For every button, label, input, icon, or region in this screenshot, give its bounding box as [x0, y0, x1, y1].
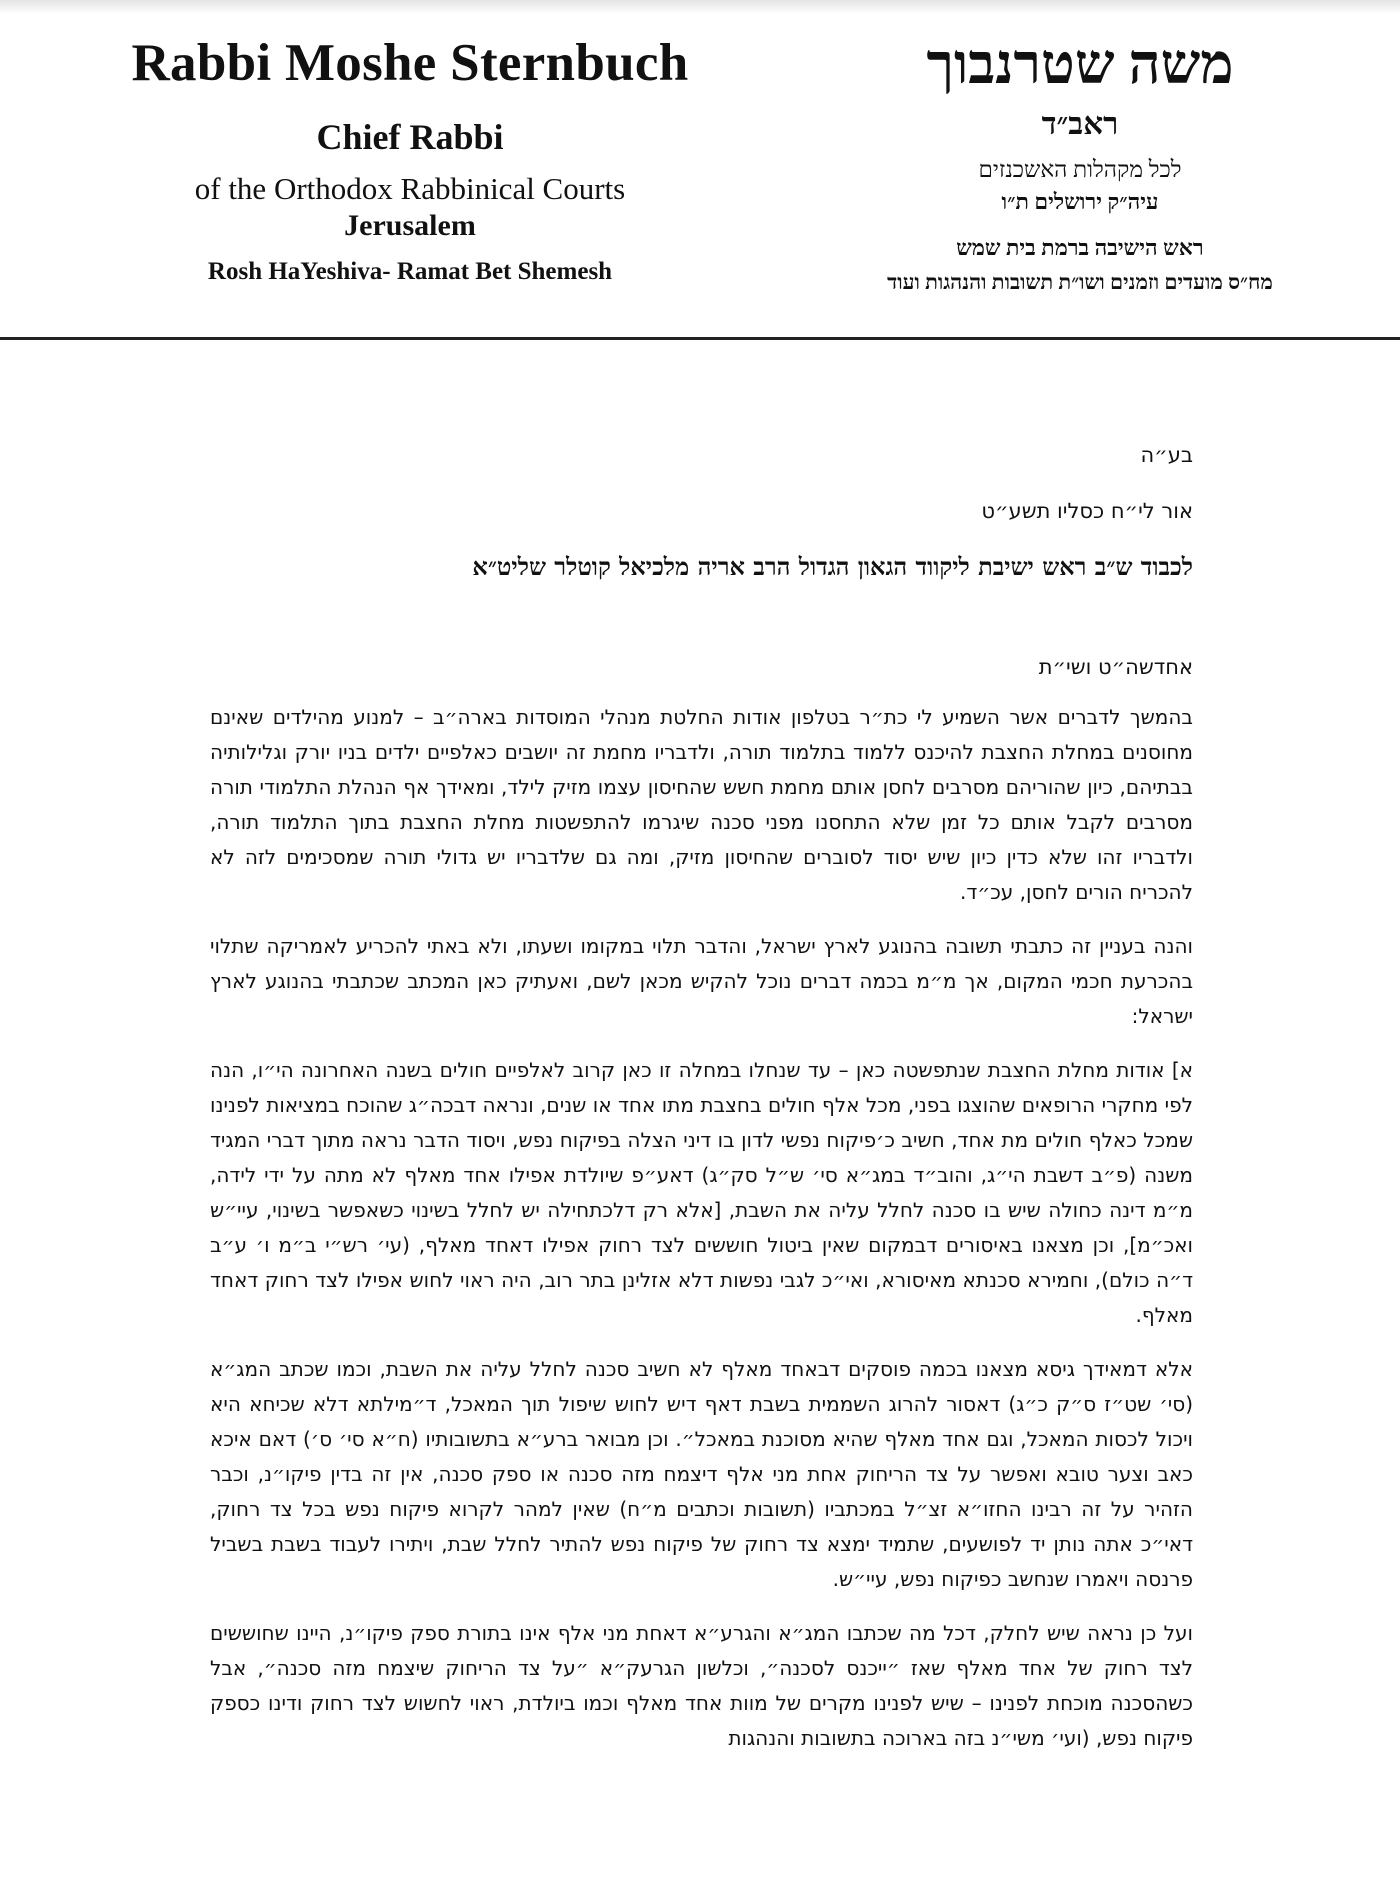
- letter-beh: בע״ה: [1140, 443, 1193, 467]
- letterhead-hebrew-line-2: עיה״ק ירושלים ת״ו: [1001, 189, 1159, 214]
- letter-paragraph: א] אודות מחלת החצבת שנתפשטה כאן – עד שנחלו במחלה זו כאן קרוב לאלפיים חולים בשנה האחרונה הי״ו, הנה לפי מחקרי הרופאים שהוצגו בפני, מכל אלף חולים בחצבת מתו אחד או שנים, ונראה דבכה״ג שהוכח במציאות לפנינו שמכל כאלף חולים מת אחד, חשיב כ׳פיקוח נפשי לדון בו דיני הצלה בפיקוח נפש, ויסוד הדבר נראה מתוך דברי המגיד משנה (פ״ב דשבת הי״ג, והוב״ד במג״א סי׳ ש״ל סק״ג) דאע״פ שיולדת אפילו אחד מאלף לא מתה על ידי לידה, מ״מ דינה כחולה שיש בו סכנה לחלל עליה את השבת, [אלא רק דלכתחילה יש לחלל בשינוי כשאפשר בשינוי, עיי״ש ואכ״מ], וכן מצאנו באיסורים דבמקום שאין ביטול חוששים לצד רחוק אפילו דאחד מאלף, (עי׳ רש״י ב״מ ו׳ ע״ב ד״ה כולם), וחמירא סכנתא מאיסורא, ואי״כ לגבי נפשות דלא אזלינן בתר רוב, היה ראוי לחוש אפילו לצד רחוק דאחד מאלף.: [210, 1058, 1193, 1327]
- letter-paragraph: בהמשך לדברים אשר השמיע לי כת״ר בטלפון אודות החלטת מנהלי המוסדות בארה״ב – למנוע מהילדים שאינם מחוסנים במחלת החצבת להיכנס ללמוד בתלמוד תורה, ולדבריו מחמת זה יושבים כאלפיים ילדים בניו יורק וגלילותיה בבתיהם, כיון שהוריהם מסרבים לחסן אותם מחמת חשש שהחיסון עצמו מזיק לילד, ומאידך אף הנהלת התלמודי תורה מסרבים לקבל אותם כל זמן שלא התחסנו מפני סכנה שיגרמו להתפשטות מחלת החצבת בתוך התלמוד תורה, ולדבריו זהו שלא כדין כיון שיש יסוד לסוברים שהחיסון מזיק, ומה גם שלדבריו יש גדולי תורה שמסכימים לזה לא להכריח הורים לחסן, עכ״ד.: [210, 705, 1193, 904]
- letter-paragraph: ועל כן נראה שיש לחלק, דכל מה שכתבו המג״א והגרע״א דאחת מני אלף אינו בתורת ספק פיקו״נ, היינו שחוששים לצד רחוק של אחד מאלף שאז ״ייכנס לסכנה״, וכלשון הגרעק״א ״על צד הריחוק שיצמח מזה סכנה״, אבל כשהסכנה מוכחת לפנינו – שיש לפנינו מקרים של מוות אחד מאלף וכמו ביולדת, ראוי לחשוש לצד רחוק ודינו כספק פיקוח נפש, (ועי׳ משי״נ בזה בארוכה בתשובות והנהגות: [210, 1621, 1193, 1750]
- letterhead-hebrew: [810, 30, 1350, 298]
- city-english: Jerusalem: [344, 209, 476, 242]
- title-english: Chief Rabbi: [316, 117, 504, 157]
- letterhead-hebrew-line-3: ראש הישיבה ברמת בית שמש: [956, 235, 1204, 260]
- letter-recipient: לכבוד ש״ב ראש ישיבת ליקווד הגאון הגדול הרב אריה מלכיאל קוטלר שליט״א: [472, 552, 1193, 581]
- letterhead-divider: [0, 337, 1400, 340]
- rosh-yeshiva-english: Rosh HaYeshiva- Ramat Bet Shemesh: [207, 258, 613, 285]
- letter-paragraph: והנה בעניין זה כתבתי תשובה בהנוגע לארץ ישראל, והדבר תלוי במקומו ושעתו, ולא באתי להכריע לאמריקה שתלוי בהכרעת חכמי המקום, אך מ״מ בכמה דברים נוכל להקיש מכאן לשם, ואעתיק כאן המכתב שכתבתי בהנוגע לארץ ישראל:: [210, 934, 1193, 1028]
- rabbi-name-hebrew: משה שטרנבוך: [926, 34, 1234, 96]
- title-hebrew: ראב״ד: [1041, 106, 1119, 141]
- letterhead-english: [130, 30, 690, 288]
- letterhead: [0, 0, 1400, 338]
- letter-greeting: אחדשה״ט ושי״ת: [1038, 655, 1193, 679]
- rabbi-name-english: Rabbi Moshe Sternbuch: [131, 34, 689, 92]
- letterhead-hebrew-line-1: לכל מקהלות האשכנזים: [978, 157, 1182, 182]
- letter-date: אור לי״ח כסליו תשע״ט: [981, 499, 1193, 523]
- letter-body: [210, 440, 1193, 1756]
- courts-english: of the Orthodox Rabbinical Courts: [194, 171, 626, 206]
- letterhead-hebrew-line-4: מח״ס מועדים וזמנים ושו״ת תשובות והנהגות ועוד: [887, 270, 1273, 294]
- letter-paragraph: אלא דמאידך גיסא מצאנו בכמה פוסקים דבאחד מאלף לא חשיב סכנה לחלל עליה את השבת, וכמו שכתב המג״א (סי׳ שט״ז ס״ק כ״ג) דאסור להרוג השממית בשבת דאף דיש לחוש שיפול תוך המאכל, ד״מילתא דלא שכיחא היא ויכול לכסות המאכל, וגם אחד מאלף שהיא מסוכנת במאכל״. וכן מבואר ברע״א בתשובותיו (ח״א סי׳ ס׳) דאם איכא כאב וצער טובא ואפשר על צד הריחוק אחת מני אלף דיצמח מזה סכנה או ספק סכנה, אין זה בדין פיקו״נ, וכבר הזהיר על זה רבינו החזו״א זצ״ל במכתביו (תשובות וכתבים מ״ח) שאין למהר לקרוא פיקוח נפש בכל צד רחוק, דאי״כ אתה נותן יד לפושעים, שתמיד ימצא צד רחוק של פיקוח נפש להתיר לחלל שבת, ויתירו לעבוד בשבת בשביל פרנסה ויאמרו שנחשב כפיקוח נפש, עיי״ש.: [210, 1357, 1193, 1591]
